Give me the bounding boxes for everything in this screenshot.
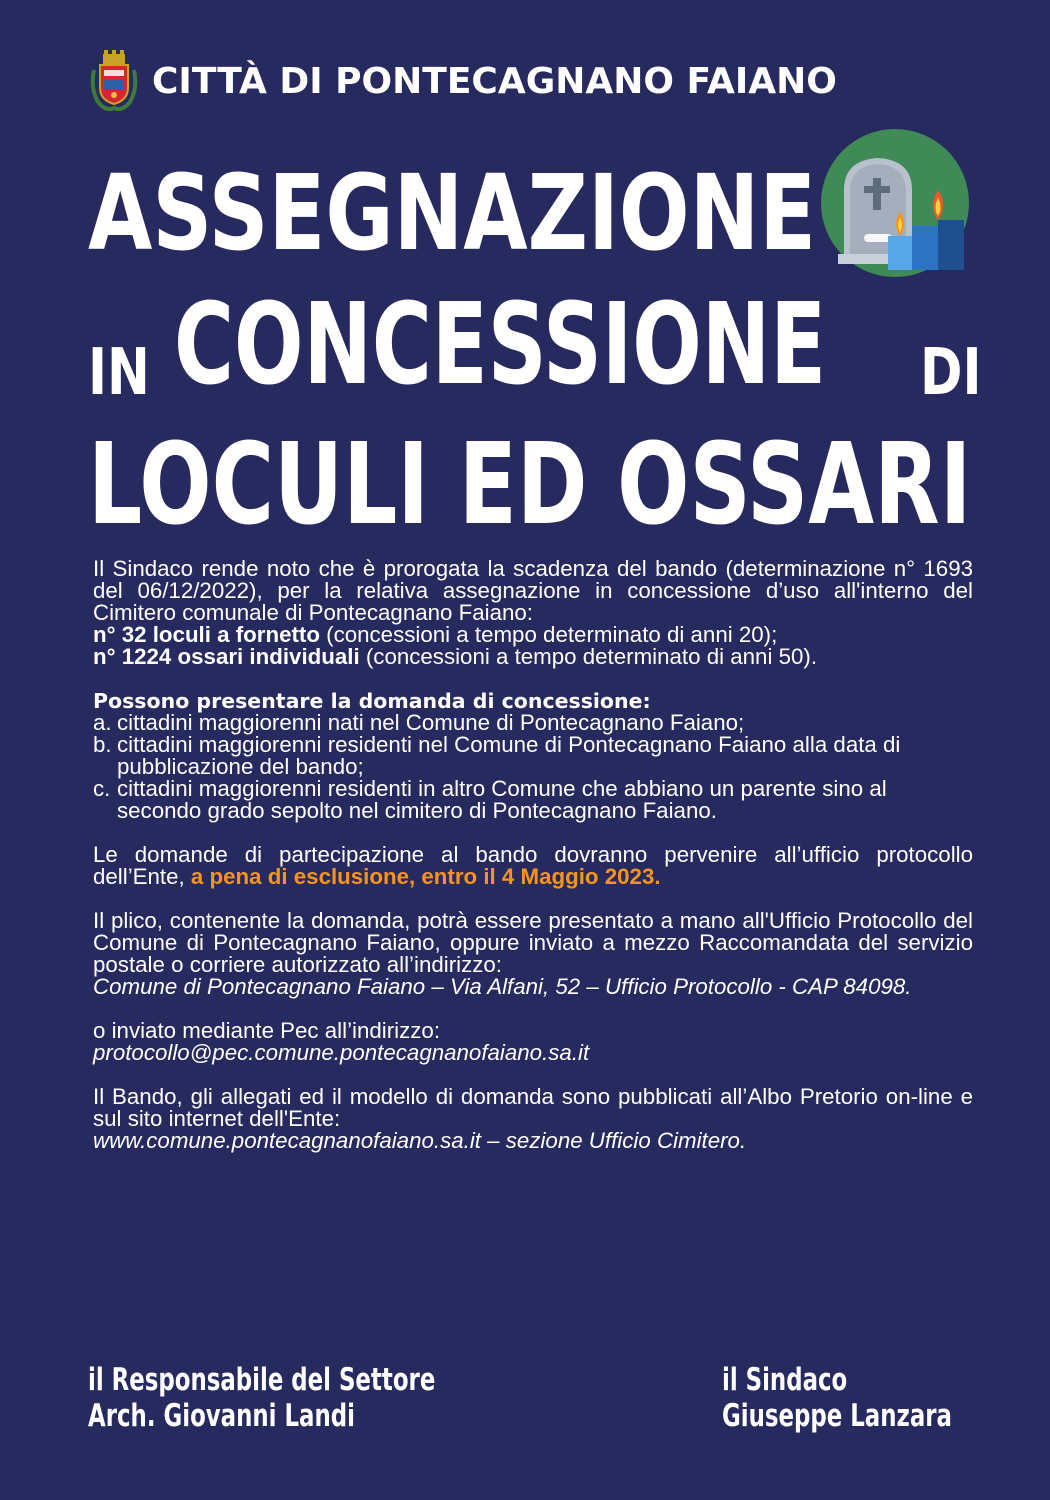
delivery-section [93, 910, 973, 998]
item-loculi-count: n° 32 loculi a fornetto [93, 622, 320, 647]
item-loculi-detail: (concessioni a tempo determinato di anni 20); [319, 622, 778, 647]
publication-text: Il Bando, gli allegati ed il modello di domanda sono pubblicati all’Albo Pretorio on-line e sul sito internet dell'Ente: [93, 1084, 973, 1131]
list-text: cittadini maggiorenni residenti in altro Comune che abbiano un parente sino al secondo grado sepolto nel cimitero di Pontecagnano Faiano. [117, 776, 887, 823]
item-ossari [93, 646, 973, 668]
signature-mayor [722, 1362, 952, 1434]
list-marker: a. [93, 710, 112, 735]
title-line-2-main: CONCESSIONE [174, 280, 827, 410]
manager-name: Arch. Giovanni Landi [88, 1398, 355, 1434]
item-ossari-count: n° 1224 ossari individuali [93, 644, 360, 669]
delivery-address: Comune di Pontecagnano Faiano – Via Alfani, 52 – Ufficio Protocollo - CAP 84098. [93, 974, 912, 999]
signature-manager [88, 1362, 435, 1434]
tombstone-candles-icon [820, 128, 970, 278]
city-name: CITTÀ DI PONTECAGNANO FAIANO [152, 60, 837, 102]
coat-of-arms-icon [88, 48, 140, 114]
list-text: cittadini maggiorenni nati nel Comune di Pontecagnano Faiano; [117, 710, 745, 735]
publication-section [93, 1086, 973, 1152]
deadline-text: Le domande di partecipazione al bando dovranno pervenire all’ufficio protocollo dell’Ente, [93, 842, 973, 889]
notice-body [93, 558, 973, 1174]
pec-email-link[interactable]: protocollo@pec.comune.pontecagnanofaiano.sa.it [93, 1040, 590, 1065]
title-line-3: LOCULI ED OSSARI [88, 420, 972, 550]
title-line-1: ASSEGNAZIONE [88, 152, 817, 274]
list-text: cittadini maggiorenni residenti nel Comune di Pontecagnano Faiano alla data di pubblicazione del bando; [117, 732, 901, 779]
manager-role: il Responsabile del Settore [88, 1362, 436, 1398]
delivery-text: Il plico, contenente la domanda, potrà essere presentato a mano all'Ufficio Protocollo del Comune di Pontecagnano Faiano, oppure inviato a mezzo Raccomandata del servizio postale o corriere autorizzato all’indirizzo: [93, 908, 973, 977]
deadline-section [93, 844, 973, 888]
intro-section [93, 558, 973, 668]
eligibility-section [93, 690, 973, 822]
header [88, 46, 968, 116]
item-loculi [93, 624, 973, 646]
intro-text: Il Sindaco rende noto che è prorogata la scadenza del bando (determinazione n° 1693 del 06/12/2022), per la relativa assegnazione in concessione d’uso all'interno del Cimitero comunale di Pontecagnano Faiano: [93, 556, 973, 625]
deadline-highlight: a pena di esclusione, entro il 4 Maggio 2023. [190, 864, 661, 889]
mayor-role: il Sindaco [722, 1362, 848, 1398]
list-marker: b. [93, 732, 112, 757]
list-marker: c. [93, 776, 111, 801]
item-ossari-detail: (concessioni a tempo determinato di anni 50). [359, 644, 818, 669]
title-line-2-prefix: IN [88, 336, 150, 410]
mayor-name: Giuseppe Lanzara [722, 1398, 952, 1434]
list-item [93, 734, 973, 778]
pec-text: o inviato mediante Pec all’indirizzo: [93, 1018, 441, 1043]
list-item [93, 778, 973, 822]
pec-section [93, 1020, 973, 1064]
eligibility-heading: Possono presentare la domanda di concessione: [93, 689, 651, 713]
website-link[interactable]: www.comune.pontecagnanofaiano.sa.it – sezione Ufficio Cimitero. [93, 1128, 747, 1153]
list-item [93, 712, 973, 734]
title-line-2-suffix: DI [920, 336, 982, 410]
